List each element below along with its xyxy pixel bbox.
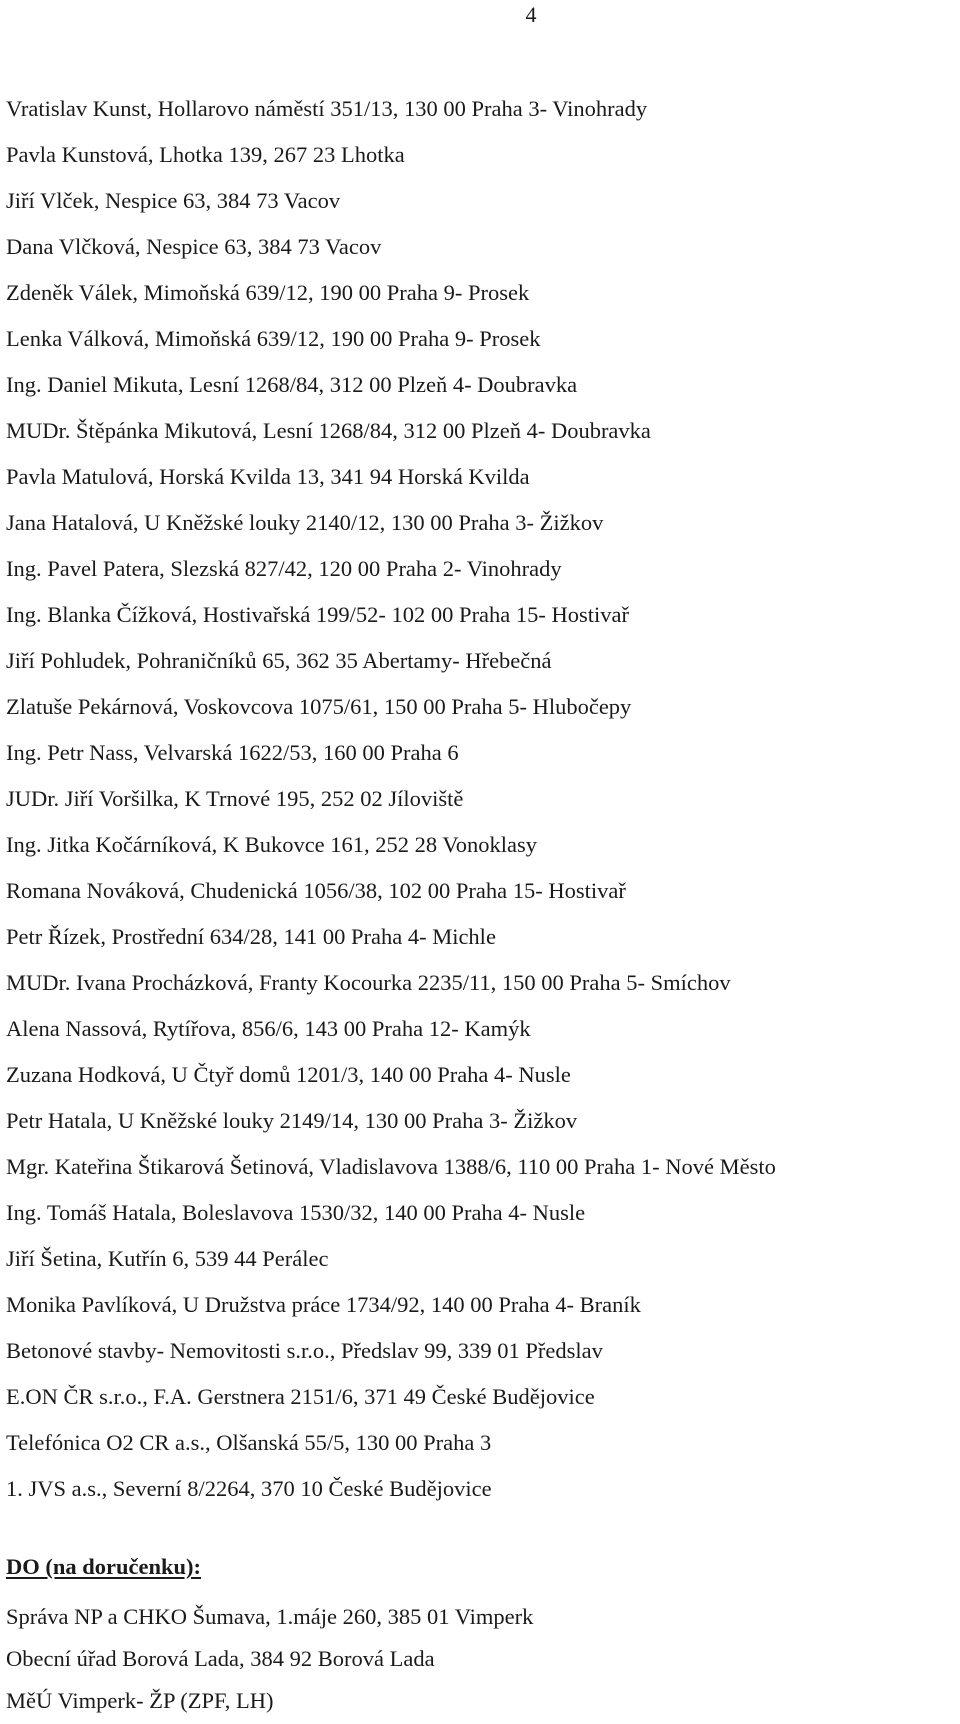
recipient-entry: Jiří Pohludek, Pohraničníků 65, 362 35 Abertamy- Hřebečná [6, 648, 552, 673]
recipient-entry: Petr Řízek, Prostřední 634/28, 141 00 Praha 4- Michle [6, 924, 496, 949]
recipient-entry: Vratislav Kunst, Hollarovo náměstí 351/13, 130 00 Praha 3- Vinohrady [6, 96, 648, 121]
recipient-entry: Romana Nováková, Chudenická 1056/38, 102 00 Praha 15- Hostivař [6, 878, 626, 903]
recipient-entry: Pavla Kunstová, Lhotka 139, 267 23 Lhotka [6, 142, 405, 167]
recipient-entry: Jiří Šetina, Kutřín 6, 539 44 Perálec [6, 1246, 329, 1271]
recipient-entry: Zuzana Hodková, U Čtyř domů 1201/3, 140 00 Praha 4- Nusle [6, 1062, 571, 1087]
delivery-recipient-entry: Správa NP a CHKO Šumava, 1.máje 260, 385 01 Vimperk [6, 1604, 534, 1629]
delivery-recipient-list [6, 1596, 533, 1722]
delivery-recipient-entry: Obecní úřad Borová Lada, 384 92 Borová Lada [6, 1646, 435, 1671]
recipient-entry: Lenka Válková, Mimoňská 639/12, 190 00 Praha 9- Prosek [6, 326, 541, 351]
recipient-entry: Jiří Vlček, Nespice 63, 384 73 Vacov [6, 188, 341, 213]
delivery-recipient-entry: MěÚ Vimperk- ŽP (ZPF, LH) [6, 1688, 274, 1713]
page-number: 4 [525, 2, 537, 27]
recipient-list [6, 86, 960, 1512]
recipient-entry: Ing. Petr Nass, Velvarská 1622/53, 160 00 Praha 6 [6, 740, 459, 765]
recipient-entry: Ing. Pavel Patera, Slezská 827/42, 120 00 Praha 2- Vinohrady [6, 556, 562, 581]
recipient-entry: Ing. Blanka Čížková, Hostivařská 199/52- 102 00 Praha 15- Hostivař [6, 602, 630, 627]
recipient-entry: Monika Pavlíková, U Družstva práce 1734/92, 140 00 Praha 4- Braník [6, 1292, 641, 1317]
delivery-section-heading: DO (na doručenku): [6, 1554, 202, 1579]
recipient-entry: Jana Hatalová, U Kněžské louky 2140/12, 130 00 Praha 3- Žižkov [6, 510, 604, 535]
recipient-entry: Dana Vlčková, Nespice 63, 384 73 Vacov [6, 234, 382, 259]
recipient-entry: Mgr. Kateřina Štikarová Šetinová, Vladislavova 1388/6, 110 00 Praha 1- Nové Město [6, 1154, 776, 1179]
recipient-entry: Ing. Daniel Mikuta, Lesní 1268/84, 312 00 Plzeň 4- Doubravka [6, 372, 578, 397]
recipient-entry: Pavla Matulová, Horská Kvilda 13, 341 94 Horská Kvilda [6, 464, 530, 489]
recipient-entry: MUDr. Ivana Procházková, Franty Kocourka 2235/11, 150 00 Praha 5- Smíchov [6, 970, 731, 995]
recipient-entry: 1. JVS a.s., Severní 8/2264, 370 10 České Budějovice [6, 1476, 492, 1501]
recipient-entry: JUDr. Jiří Voršilka, K Trnové 195, 252 02 Jíloviště [6, 786, 464, 811]
recipient-entry: Petr Hatala, U Kněžské louky 2149/14, 130 00 Praha 3- Žižkov [6, 1108, 578, 1133]
recipient-entry: Ing. Tomáš Hatala, Boleslavova 1530/32, 140 00 Praha 4- Nusle [6, 1200, 586, 1225]
recipient-entry: Zlatuše Pekárnová, Voskovcova 1075/61, 150 00 Praha 5- Hlubočepy [6, 694, 632, 719]
recipient-entry: Ing. Jitka Kočárníková, K Bukovce 161, 252 28 Vonoklasy [6, 832, 537, 857]
recipient-entry: Betonové stavby- Nemovitosti s.r.o., Předslav 99, 339 01 Předslav [6, 1338, 603, 1363]
recipient-entry: MUDr. Štěpánka Mikutová, Lesní 1268/84, 312 00 Plzeň 4- Doubravka [6, 418, 651, 443]
recipient-entry: Zdeněk Válek, Mimoňská 639/12, 190 00 Praha 9- Prosek [6, 280, 530, 305]
recipient-entry: Telefónica O2 CR a.s., Olšanská 55/5, 130 00 Praha 3 [6, 1430, 492, 1455]
recipient-entry: E.ON ČR s.r.o., F.A. Gerstnera 2151/6, 371 49 České Budějovice [6, 1384, 595, 1409]
recipient-entry: Alena Nassová, Rytířova, 856/6, 143 00 Praha 12- Kamýk [6, 1016, 531, 1041]
